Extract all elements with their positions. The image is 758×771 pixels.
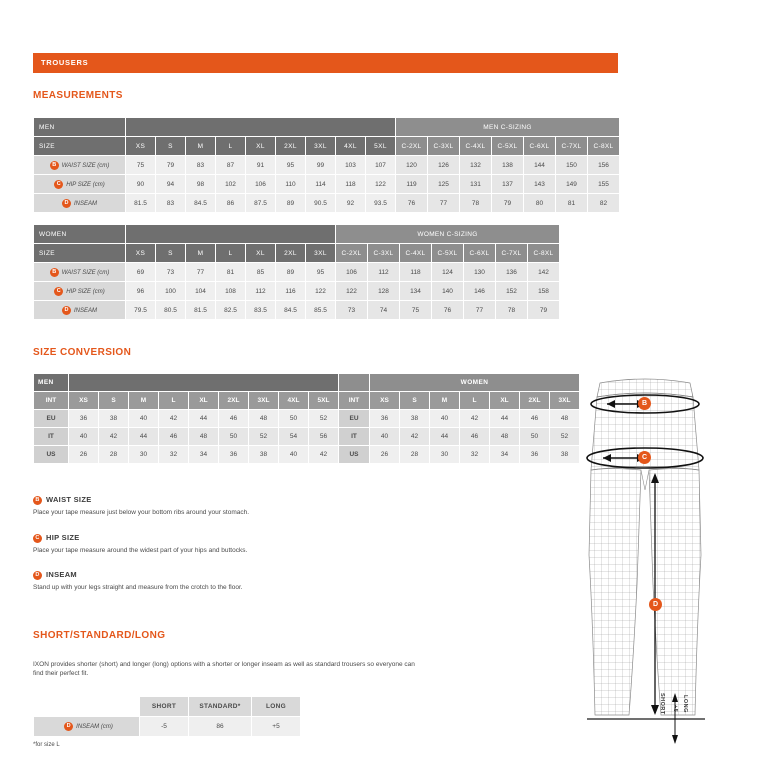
women-size-s: S xyxy=(156,244,186,263)
badge-d-icon: D xyxy=(62,199,71,208)
cell: 83 xyxy=(186,156,216,175)
table-row xyxy=(34,446,580,464)
ssl-intro: IXON provides shorter (short) and longer (long) options with a shorter or longer inseam as well as standard trousers so everyone can find their perfect fit. xyxy=(33,661,415,678)
conv-women-size: L xyxy=(460,392,490,410)
conv-row-label-eu-women: EU xyxy=(339,410,370,428)
cell: 143 xyxy=(524,175,556,194)
size-conversion-heading: SIZE CONVERSION xyxy=(33,347,132,358)
legend-waist xyxy=(33,495,463,517)
conv-men-size: L xyxy=(159,392,189,410)
cell: 48 xyxy=(490,428,520,446)
cell: 87.5 xyxy=(246,194,276,213)
table-row xyxy=(34,410,580,428)
cell: 134 xyxy=(400,282,432,301)
cell: 83 xyxy=(156,194,186,213)
cell: 126 xyxy=(428,156,460,175)
women-csize-c3xl: C-3XL xyxy=(368,244,400,263)
women-size-l: L xyxy=(216,244,246,263)
ssl-table xyxy=(33,696,301,737)
cell: 46 xyxy=(520,410,550,428)
page-title: TROUSERS xyxy=(41,58,89,67)
men-size-m: M xyxy=(186,137,216,156)
cell: 42 xyxy=(400,428,430,446)
men-row-text-hip: HIP SIZE (cm) xyxy=(66,181,105,188)
cell: 122 xyxy=(366,175,396,194)
cell: 79 xyxy=(492,194,524,213)
conv-men-size: XL xyxy=(189,392,219,410)
cell: 128 xyxy=(368,282,400,301)
cell: 112 xyxy=(246,282,276,301)
cell: 108 xyxy=(216,282,246,301)
cell: 40 xyxy=(69,428,99,446)
figure-badge-c: C xyxy=(638,451,651,464)
men-csize-c3xl: C-3XL xyxy=(428,137,460,156)
table-row xyxy=(34,194,620,213)
table-row-group-header xyxy=(34,374,580,392)
men-size-2xl: 2XL xyxy=(276,137,306,156)
cell: 40 xyxy=(430,410,460,428)
men-row-label-hip xyxy=(34,175,126,194)
cell: 120 xyxy=(396,156,428,175)
cell: 149 xyxy=(556,175,588,194)
cell: 46 xyxy=(159,428,189,446)
cell: 50 xyxy=(219,428,249,446)
legend-inseam-body: Stand up with your legs straight and measure from the crotch to the floor. xyxy=(33,583,243,591)
cell: 76 xyxy=(396,194,428,213)
cell: 119 xyxy=(396,175,428,194)
women-size-3xl: 3XL xyxy=(306,244,336,263)
conv-men-label: MEN xyxy=(34,374,69,392)
cell: 142 xyxy=(528,263,560,282)
conv-women-size: 2XL xyxy=(520,392,550,410)
women-row-label-hip xyxy=(34,282,126,301)
conv-men-size: M xyxy=(129,392,159,410)
cell: 85.5 xyxy=(306,301,336,320)
cell: 87 xyxy=(216,156,246,175)
men-csize-c4xl: C-4XL xyxy=(460,137,492,156)
cell: 50 xyxy=(520,428,550,446)
cell: 131 xyxy=(460,175,492,194)
cell: 42 xyxy=(309,446,339,464)
cell: 82.5 xyxy=(216,301,246,320)
cell: 158 xyxy=(528,282,560,301)
cell: 110 xyxy=(276,175,306,194)
cell: 76 xyxy=(432,301,464,320)
cell: 79.5 xyxy=(126,301,156,320)
cell: 85 xyxy=(246,263,276,282)
cell: 38 xyxy=(99,410,129,428)
cell: 34 xyxy=(189,446,219,464)
men-measurements-table xyxy=(33,117,620,213)
cell: 42 xyxy=(460,410,490,428)
badge-d-icon: D xyxy=(62,306,71,315)
conv-men-size: S xyxy=(99,392,129,410)
cell: 94 xyxy=(156,175,186,194)
cell: 98 xyxy=(186,175,216,194)
conv-women-size: M xyxy=(430,392,460,410)
men-size-4xl: 4XL xyxy=(336,137,366,156)
table-row xyxy=(34,156,620,175)
cell: 122 xyxy=(306,282,336,301)
cell: 52 xyxy=(309,410,339,428)
cell: 144 xyxy=(524,156,556,175)
conv-men-size: 3XL xyxy=(249,392,279,410)
conv-row-label-it: IT xyxy=(34,428,69,446)
badge-c-icon: C xyxy=(54,287,63,296)
men-size-s: S xyxy=(156,137,186,156)
women-csize-c6xl: C-6XL xyxy=(464,244,496,263)
cell: 46 xyxy=(219,410,249,428)
conv-row-label-it-women: IT xyxy=(339,428,370,446)
cell: 28 xyxy=(99,446,129,464)
legend-waist-text: WAIST SIZE xyxy=(46,495,92,504)
measurement-figure xyxy=(545,375,745,750)
women-csize-c2xl: C-2XL xyxy=(336,244,368,263)
women-size-m: M xyxy=(186,244,216,263)
cell: 125 xyxy=(428,175,460,194)
cell: 77 xyxy=(428,194,460,213)
cell: 140 xyxy=(432,282,464,301)
cell: 52 xyxy=(249,428,279,446)
cell: 36 xyxy=(69,410,99,428)
cell: 103 xyxy=(336,156,366,175)
men-row-text-inseam: INSEAM xyxy=(73,200,97,207)
page-title-bar xyxy=(33,53,618,73)
cell: 81 xyxy=(556,194,588,213)
cell: 38 xyxy=(400,410,430,428)
cell: 93.5 xyxy=(366,194,396,213)
cell: 100 xyxy=(156,282,186,301)
women-blank-header xyxy=(126,225,336,244)
men-csize-c7xl: C-7XL xyxy=(556,137,588,156)
cell: 95 xyxy=(276,156,306,175)
women-csize-c4xl: C-4XL xyxy=(400,244,432,263)
men-group-label: MEN xyxy=(34,118,126,137)
cell: 99 xyxy=(306,156,336,175)
cell: 73 xyxy=(156,263,186,282)
cell: 40 xyxy=(279,446,309,464)
ssl-row-label xyxy=(34,717,140,737)
women-measurements-table xyxy=(33,224,560,320)
men-csize-c5xl: C-5XL xyxy=(492,137,524,156)
women-size-xs: XS xyxy=(126,244,156,263)
cell: +5 xyxy=(252,717,301,737)
cell: 75 xyxy=(126,156,156,175)
cell: 146 xyxy=(464,282,496,301)
men-csize-c6xl: C-6XL xyxy=(524,137,556,156)
conv-women-size: XL xyxy=(490,392,520,410)
badge-d-icon: D xyxy=(64,722,73,731)
cell: 92 xyxy=(336,194,366,213)
table-row xyxy=(34,263,560,282)
cell: 114 xyxy=(306,175,336,194)
cell: 34 xyxy=(490,446,520,464)
conv-women-int: INT xyxy=(339,392,370,410)
cell: 84.5 xyxy=(186,194,216,213)
cell: 132 xyxy=(460,156,492,175)
cell: 78 xyxy=(496,301,528,320)
conv-row-label-eu: EU xyxy=(34,410,69,428)
figure-label-short: SHORT xyxy=(659,693,665,715)
men-size-xs: XS xyxy=(126,137,156,156)
size-conversion-table xyxy=(33,373,580,464)
cell: 77 xyxy=(464,301,496,320)
table-row xyxy=(34,175,620,194)
cell: 116 xyxy=(276,282,306,301)
women-row-label-inseam xyxy=(34,301,126,320)
conv-row-label-us-women: US xyxy=(339,446,370,464)
conv-men-size: 2XL xyxy=(219,392,249,410)
cell: 44 xyxy=(129,428,159,446)
women-size-xl: XL xyxy=(246,244,276,263)
cell: 46 xyxy=(460,428,490,446)
cell: 44 xyxy=(490,410,520,428)
ssl-corner xyxy=(34,697,140,717)
cell: 107 xyxy=(366,156,396,175)
cell: 80.5 xyxy=(156,301,186,320)
badge-d-icon: D xyxy=(33,571,42,580)
table-row-header xyxy=(34,697,301,717)
conv-men-span xyxy=(69,374,339,392)
men-size-3xl: 3XL xyxy=(306,137,336,156)
men-row-text-waist: WAIST SIZE (cm) xyxy=(61,162,110,169)
cell: 48 xyxy=(550,410,580,428)
ssl-note: *for size L xyxy=(33,742,60,748)
women-row-label-waist xyxy=(34,263,126,282)
cell: 102 xyxy=(216,175,246,194)
cell: 36 xyxy=(219,446,249,464)
table-row-size-header xyxy=(34,392,580,410)
cell: 90.5 xyxy=(306,194,336,213)
cell: 54 xyxy=(279,428,309,446)
legend-inseam-text: INSEAM xyxy=(46,570,77,579)
cell: 26 xyxy=(69,446,99,464)
cell: 32 xyxy=(159,446,189,464)
cell: 50 xyxy=(279,410,309,428)
legend-waist-title xyxy=(33,495,463,505)
legend-hip-title xyxy=(33,533,463,543)
badge-b-icon: B xyxy=(33,496,42,505)
women-csize-c5xl: C-5XL xyxy=(432,244,464,263)
legend-hip xyxy=(33,533,463,555)
cell: 48 xyxy=(249,410,279,428)
cell: 112 xyxy=(368,263,400,282)
cell: 36 xyxy=(520,446,550,464)
conv-men-size: 4XL xyxy=(279,392,309,410)
conv-men-size: XS xyxy=(69,392,99,410)
cell: 42 xyxy=(159,410,189,428)
cell: 124 xyxy=(432,263,464,282)
badge-c-icon: C xyxy=(54,180,63,189)
cell: 86 xyxy=(189,717,252,737)
cell: 156 xyxy=(588,156,620,175)
legend-inseam xyxy=(33,570,463,592)
cell: 89 xyxy=(276,263,306,282)
men-row-label-waist xyxy=(34,156,126,175)
cell: 40 xyxy=(370,428,400,446)
cell: 152 xyxy=(496,282,528,301)
conv-women-size: S xyxy=(400,392,430,410)
women-csizing-label: WOMEN C-SIZING xyxy=(336,225,560,244)
conv-women-size: XS xyxy=(370,392,400,410)
men-size-xl: XL xyxy=(246,137,276,156)
figure-badge-d: D xyxy=(649,598,662,611)
table-row xyxy=(34,428,580,446)
conv-men-int: INT xyxy=(34,392,69,410)
ssl-heading: SHORT/STANDARD/LONG xyxy=(33,630,166,641)
badge-b-icon: B xyxy=(50,268,59,277)
conv-women-size: 3XL xyxy=(550,392,580,410)
legs-diagram-svg xyxy=(545,375,745,750)
legend-waist-body: Place your tape measure just below your bottom ribs around your stomach. xyxy=(33,508,250,516)
measurements-heading: MEASUREMENTS xyxy=(33,90,123,101)
women-size-label: SIZE xyxy=(34,244,126,263)
cell: -5 xyxy=(140,717,189,737)
cell: 137 xyxy=(492,175,524,194)
cell: 30 xyxy=(129,446,159,464)
conv-women-label: WOMEN xyxy=(370,374,580,392)
cell: 26 xyxy=(370,446,400,464)
legend-hip-body: Place your tape measure around the widest part of your hips and buttocks. xyxy=(33,546,248,554)
table-row-size-header xyxy=(34,244,560,263)
ssl-row-text: INSEAM (cm) xyxy=(76,724,113,731)
ssl-header-long: LONG xyxy=(252,697,301,717)
cell: 78 xyxy=(460,194,492,213)
cell: 89 xyxy=(276,194,306,213)
cell: 56 xyxy=(309,428,339,446)
cell: 104 xyxy=(186,282,216,301)
cell: 91 xyxy=(246,156,276,175)
women-row-text-waist: WAIST SIZE (cm) xyxy=(61,269,110,276)
table-row-size-header xyxy=(34,137,620,156)
cell: 69 xyxy=(126,263,156,282)
conv-women-spacer xyxy=(339,374,370,392)
figure-label-long: LONG xyxy=(682,695,688,713)
cell: 79 xyxy=(528,301,560,320)
cell: 32 xyxy=(460,446,490,464)
men-row-label-inseam xyxy=(34,194,126,213)
legend-inseam-title xyxy=(33,570,463,580)
table-row-group-header xyxy=(34,225,560,244)
cell: 138 xyxy=(492,156,524,175)
cell: 83.5 xyxy=(246,301,276,320)
cell: 81 xyxy=(216,263,246,282)
cell: 44 xyxy=(430,428,460,446)
ssl-header-short: SHORT xyxy=(140,697,189,717)
cell: 122 xyxy=(336,282,368,301)
men-size-5xl: 5XL xyxy=(366,137,396,156)
cell: 118 xyxy=(400,263,432,282)
cell: 81.5 xyxy=(126,194,156,213)
cell: 52 xyxy=(550,428,580,446)
ssl-header-standard: STANDARD* xyxy=(189,697,252,717)
women-row-text-hip: HIP SIZE (cm) xyxy=(66,288,105,295)
cell: 28 xyxy=(400,446,430,464)
men-size-label: SIZE xyxy=(34,137,126,156)
cell: 80 xyxy=(524,194,556,213)
men-csize-c8xl: C-8XL xyxy=(588,137,620,156)
cell: 74 xyxy=(368,301,400,320)
cell: 75 xyxy=(400,301,432,320)
cell: 38 xyxy=(249,446,279,464)
cell: 30 xyxy=(430,446,460,464)
cell: 155 xyxy=(588,175,620,194)
table-row xyxy=(34,282,560,301)
cell: 86 xyxy=(216,194,246,213)
women-group-label: WOMEN xyxy=(34,225,126,244)
women-csize-c8xl: C-8XL xyxy=(528,244,560,263)
men-size-l: L xyxy=(216,137,246,156)
table-row xyxy=(34,717,301,737)
cell: 96 xyxy=(126,282,156,301)
cell: 130 xyxy=(464,263,496,282)
figure-label-plus5: +5 xyxy=(672,705,678,713)
cell: 150 xyxy=(556,156,588,175)
men-csize-c2xl: C-2XL xyxy=(396,137,428,156)
cell: 73 xyxy=(336,301,368,320)
conv-row-label-us: US xyxy=(34,446,69,464)
cell: 90 xyxy=(126,175,156,194)
women-size-2xl: 2XL xyxy=(276,244,306,263)
women-csize-c7xl: C-7XL xyxy=(496,244,528,263)
cell: 42 xyxy=(99,428,129,446)
cell: 106 xyxy=(246,175,276,194)
table-row xyxy=(34,301,560,320)
cell: 106 xyxy=(336,263,368,282)
cell: 48 xyxy=(189,428,219,446)
figure-badge-b: B xyxy=(638,397,651,410)
cell: 81.5 xyxy=(186,301,216,320)
men-csizing-label: MEN C-SIZING xyxy=(396,118,620,137)
men-blank-header xyxy=(126,118,396,137)
table-row-group-header xyxy=(34,118,620,137)
cell: 44 xyxy=(189,410,219,428)
cell: 95 xyxy=(306,263,336,282)
cell: 84.5 xyxy=(276,301,306,320)
cell: 38 xyxy=(550,446,580,464)
badge-b-icon: B xyxy=(50,161,59,170)
cell: 82 xyxy=(588,194,620,213)
cell: 77 xyxy=(186,263,216,282)
cell: 36 xyxy=(370,410,400,428)
conv-men-size: 5XL xyxy=(309,392,339,410)
cell: 136 xyxy=(496,263,528,282)
legend-hip-text: HIP SIZE xyxy=(46,533,80,542)
cell: 79 xyxy=(156,156,186,175)
badge-c-icon: C xyxy=(33,534,42,543)
cell: 40 xyxy=(129,410,159,428)
cell: 118 xyxy=(336,175,366,194)
women-row-text-inseam: INSEAM xyxy=(73,307,97,314)
